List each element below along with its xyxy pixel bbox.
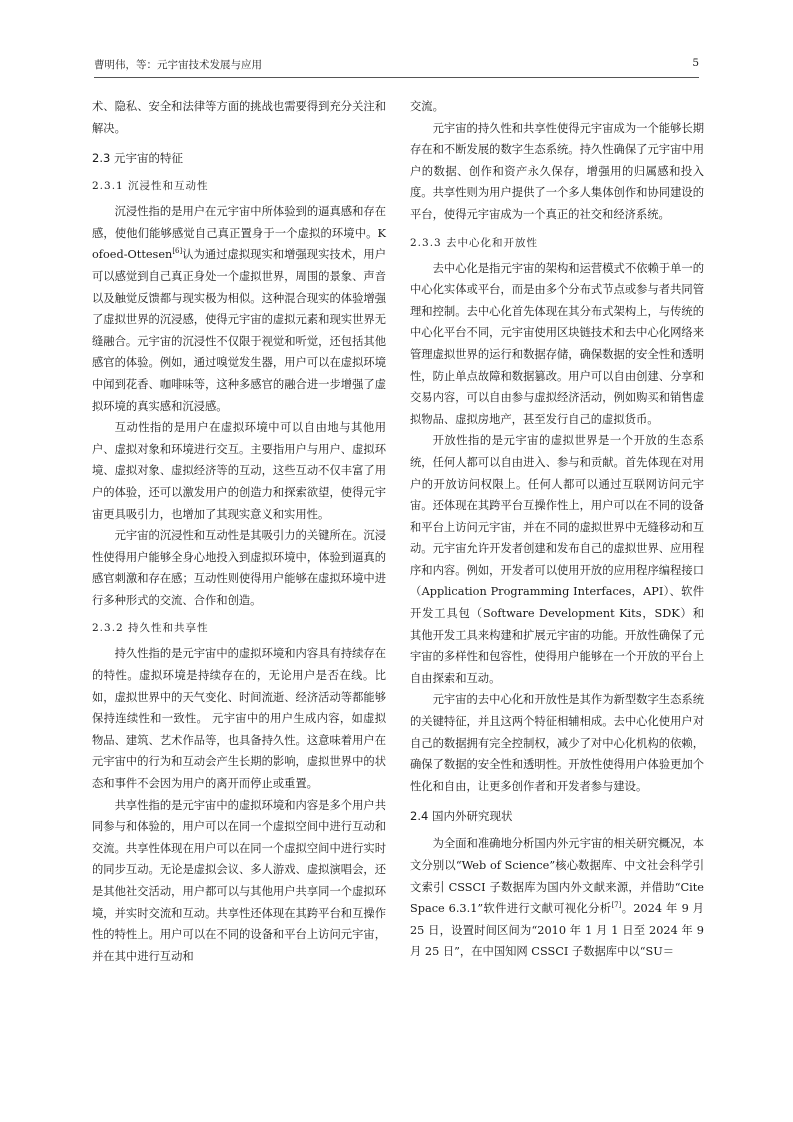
paragraph-interaction: 互动性指的是用户在虚拟环境中可以自由地与其他用户、虚拟对象和环境进行交互。主要指用户与用户、虚拟环境、虚拟对象、虚拟经济等的互动，这些互动不仅丰富了用户的体验，还可以激发用户的创造力和探索欲望，使得元宇宙更具吸引力，也增加了其现实意义和实用性。 (92, 421, 386, 521)
paragraph-continued: 术、隐私、安全和法律等方面的挑战也需要得到充分关注和解决。 (92, 100, 386, 135)
right-column (410, 96, 704, 963)
paragraph-immersion-part-a: 沉浸性指的是用户在元宇宙中所体验到的逼真感和存在感，使他们能够感觉自己真正置身于一个虚拟的环境中。Kofoed-Ottesen (92, 205, 386, 262)
paragraph-decentralization: 去中心化是指元宇宙的架构和运营模式不依赖于单一的中心化实体或平台，而是由多个分布式节点或参与者共同管理和控制。去中心化首先体现在其分布式架构上，与传统的中心化平台不同，元宇宙使用区块链技术和去中心化网络来管理虚拟世界的运行和数据存储，确保数据的安全性和透明性，防止单点故障和数据篡改。用户可以自由创建、分享和交易内容，可以自由参与虚拟经济活动，例如购买和销售虚拟物品、虚拟房地产，甚至发行自己的虚拟货币。 (410, 261, 704, 426)
section-heading-2-3-3: 2.3.3 去中心化和开放性 (410, 236, 539, 249)
paragraph-immersion-part-b: 认为通过虚拟现实和增强现实技术，用户可以感觉到自己真正身处一个虚拟世界，周围的景象、声音以及触觉反馈都与现实极为相似。这种混合现实的体验增强了虚拟世界的沉浸感，使得元宇宙的虚拟元素和现实世界无缝融合。元宇宙的沉浸性不仅限于视觉和听觉，还包括其他感官的体验。例如，通过嗅觉发生器，用户可以在虚拟环境中闻到花香、咖啡味等，这种多感官的融合进一步增强了虚拟环境的真实感和沉浸感。 (92, 248, 386, 413)
section-heading-2-3: 2.3 元宇宙的特征 (92, 151, 183, 166)
running-title: 曹明伟，等：元宇宙技术发展与应用 (94, 59, 262, 71)
left-column (92, 96, 386, 967)
section-heading-2-3-1: 2.3.1 沉浸性和互动性 (92, 180, 209, 193)
paragraph-persistence: 持久性指的是元宇宙中的虚拟环境和内容具有持续存在的特性。虚拟环境是持续存在的，无论用户是否在线。比如，虚拟世界中的天气变化、时间流逝、经济活动等都能够保持连续性和一致性。 元宇宙中的用户生成内容，如虚拟物品、建筑、艺术作品等，也具备持久性。这意味着用户在元宇宙中的行为和互动会产生长期的影响，虚拟世界中的状态和事件不会因为用户的离开而停止或重置。 (92, 647, 386, 791)
paragraph-key-attraction: 元宇宙的沉浸性和互动性是其吸引力的关键所在。沉浸性使得用户能够全身心地投入到虚拟环境中，体验到逼真的感官刺激和存在感；互动性则使得用户能够在虚拟环境中进行多种形式的交流、合作和创造。 (92, 529, 386, 607)
section-heading-2-4: 2.4 国内外研究现状 (410, 809, 513, 824)
citation-7[interactable]: [7] (611, 901, 622, 910)
section-heading-2-3-2: 2.3.2 持久性和共享性 (92, 622, 209, 635)
paragraph-openness: 开放性指的是元宇宙的虚拟世界是一个开放的生态系统，任何人都可以自由进入、参与和贡献。首先体现在对用户的开放访问权限上。任何人都可以通过互联网访问元宇宙。还体现在其跨平台互操作性上，用户可以在不同的设备和平台上访问元宇宙，并在不同的虚拟世界中无缝移动和互动。元宇宙允许开发者创建和发布自己的虚拟世界、应用程序和内容。例如，开发者可以使用开放的应用程序编程接口（Application Programming Interfaces，API）、软件开发工具包（Software Development Kits，SDK）和其他开发工具来构建和扩展元宇宙的功能。开放性确保了元宇宙的多样性和包容性，使得用户能够在一个开放的平台上自由探索和互动。 (410, 434, 704, 685)
paragraph-research-status-part-a: 为全面和准确地分析国内外元宇宙的相关研究概况，本文分别以“Web of Science”核心数据库、中文社会科学引文索引 CSSCI 子数据库为国内外文献来源，并借助“CiteSpace 6.3.1”软件进行文献可视化分析 (410, 837, 704, 916)
paragraph-continued-right: 交流。 (410, 100, 444, 113)
paragraph-immersion (92, 201, 386, 417)
paragraph-persistence-sharing-summary: 元宇宙的持久性和共享性使得元宇宙成为一个能够长期存在和不断发展的数字生态系统。持久性确保了元宇宙中用户的数据、创作和资产永久保存，增强用的归属感和投入度。共享性则为用户提供了一个多人集体创作和协同建设的平台，使得元宇宙成为一个真正的社交和经济系统。 (410, 121, 704, 221)
paragraph-new-ecosystem: 元宇宙的去中心化和开放性是其作为新型数字生态系统的关键特征，并且这两个特征相辅相成。去中心化使用户对自己的数据拥有完全控制权，减少了对中心化机构的依赖，确保了数据的安全性和透明性。开放性使得用户体验更加个性化和自由，让更多创作者和开发者参与建设。 (410, 693, 704, 793)
paragraph-research-status (410, 833, 704, 963)
citation-6[interactable]: [6] (172, 247, 183, 256)
paragraph-sharing: 共享性指的是元宇宙中的虚拟环境和内容是多个用户共同参与和体验的，用户可以在同一个虚拟空间中进行互动和交流。共享性体现在用户可以在同一个虚拟空间中进行实时的同步互动。无论是虚拟会议、多人游戏、虚拟演唱会，还是其他社交活动，用户都可以与其他用户共享同一个虚拟环境，并实时交流和互动。共享性还体现在其跨平台和互操作性的特性上。用户可以在不同的设备和平台上访问元宇宙，并在其中进行互动和 (92, 798, 386, 963)
running-header (94, 55, 699, 78)
paragraph-research-status-part-b: 。2024 年 9 月 25 日，设置时间区间为“2010 年 1 月 1 日至 2024 年 9 月 25 日”，在中国知网 CSSCI 子数据库中以“SU＝ (410, 902, 704, 959)
page-number: 5 (692, 57, 699, 69)
